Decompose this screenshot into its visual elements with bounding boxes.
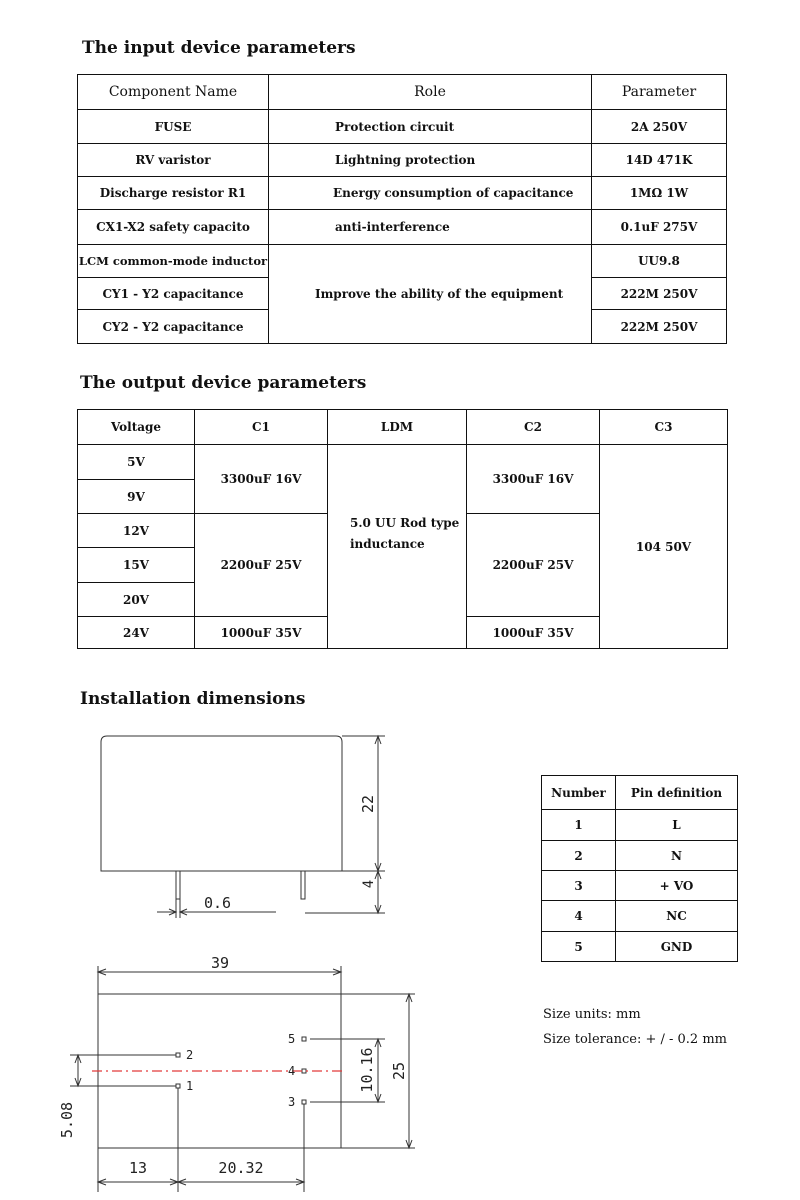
voltage-cell: 5V (78, 445, 195, 480)
component-parameter: UU9.8 (592, 245, 727, 278)
pin-marker-3 (302, 1100, 306, 1104)
side-view-body (101, 736, 342, 871)
pin-definition-table (541, 775, 738, 962)
table-row (542, 932, 738, 962)
table-row (542, 810, 738, 841)
pin-definition: NC (616, 901, 738, 932)
component-parameter: 0.1uF 275V (592, 210, 727, 245)
size-units-note: Size units: mm (543, 1007, 641, 1022)
component-name: Discharge resistor R1 (78, 177, 269, 210)
size-tolerance-note: Size tolerance: + / - 0.2 mm (543, 1032, 727, 1047)
pin-marker-1 (176, 1084, 180, 1088)
component-role: Lightning protection (269, 144, 592, 177)
pin-label-3: 3 (288, 1095, 296, 1109)
col-header-pin-definition: Pin definition (616, 776, 738, 810)
install-section-title: Installation dimensions (80, 689, 306, 709)
component-parameter: 2A 250V (592, 110, 727, 144)
component-name: CY2 - Y2 capacitance (78, 310, 269, 344)
side-view (101, 736, 385, 918)
dim-label-offset: 5.08 (58, 1101, 76, 1139)
component-parameter: 222M 250V (592, 278, 727, 310)
ldm-line-2: inductance (350, 537, 425, 551)
output-section-title: The output device parameters (80, 373, 367, 393)
component-name: CY1 - Y2 capacitance (78, 278, 269, 310)
pin-definition: GND (616, 932, 738, 962)
voltage-cell: 12V (78, 514, 195, 548)
pin-marker-2 (176, 1053, 180, 1057)
table-row (542, 901, 738, 932)
pin-label-2: 2 (186, 1048, 194, 1062)
col-header-parameter: Parameter (592, 75, 727, 110)
c2-cell: 1000uF 35V (467, 617, 600, 649)
col-header-ldm: LDM (328, 410, 467, 445)
c1-cell: 3300uF 16V (195, 445, 328, 514)
dim-label-left: 13 (128, 1159, 148, 1177)
c3-cell: 104 50V (600, 445, 728, 649)
pin-number: 3 (542, 871, 616, 901)
pin-label-4: 4 (288, 1064, 296, 1078)
col-header-c3: C3 (600, 410, 728, 445)
dim-label-pin-width: 0.6 (204, 894, 232, 912)
component-role: Improve the ability of the equipment (269, 245, 592, 344)
table-row (542, 871, 738, 901)
pin-marker-5 (302, 1037, 306, 1041)
col-header-component: Component Name (78, 75, 269, 110)
table-row (542, 841, 738, 871)
dim-label-span: 20.32 (218, 1159, 264, 1177)
pin-label-5: 5 (288, 1032, 296, 1046)
col-header-voltage: Voltage (78, 410, 195, 445)
pin-definition: L (616, 810, 738, 841)
voltage-cell: 9V (78, 480, 195, 514)
component-name: RV varistor (78, 144, 269, 177)
c1-cell: 1000uF 35V (195, 617, 328, 649)
component-parameter: 222M 250V (592, 310, 727, 344)
pin-number: 4 (542, 901, 616, 932)
component-name: LCM common-mode inductor (78, 245, 269, 278)
c2-cell: 3300uF 16V (467, 445, 600, 514)
pin-definition: + VO (616, 871, 738, 901)
pin-marker-4 (302, 1069, 306, 1073)
pin-left (176, 871, 180, 899)
dim-label-height: 22 (359, 794, 377, 814)
c2-cell: 2200uF 25V (467, 514, 600, 617)
voltage-cell: 24V (78, 617, 195, 649)
ldm-line-1: 5.0 UU Rod type (350, 516, 460, 530)
col-header-number: Number (542, 776, 616, 810)
col-header-c1: C1 (195, 410, 328, 445)
col-header-c2: C2 (467, 410, 600, 445)
c1-cell: 2200uF 25V (195, 514, 328, 617)
pin-number: 5 (542, 932, 616, 962)
pin-number: 2 (542, 841, 616, 871)
pin-number: 1 (542, 810, 616, 841)
dim-label-top-height: 25 (390, 1061, 408, 1081)
component-role: anti-interference (269, 210, 592, 245)
dim-label-width: 39 (210, 954, 230, 972)
dim-label-pitch: 10.16 (358, 1047, 376, 1093)
dim-label-pin-length: 4 (361, 879, 377, 889)
component-role: Energy consumption of capacitance (269, 177, 592, 210)
col-header-role: Role (269, 75, 592, 110)
voltage-cell: 15V (78, 548, 195, 583)
component-parameter: 1MΩ 1W (592, 177, 727, 210)
component-parameter: 14D 471K (592, 144, 727, 177)
component-name: CX1-X2 safety capacito (78, 210, 269, 245)
input-section-title: The input device parameters (82, 38, 356, 58)
pin-label-1: 1 (186, 1079, 194, 1093)
pin-definition: N (616, 841, 738, 871)
pin-right (301, 871, 305, 899)
component-name: FUSE (78, 110, 269, 144)
voltage-cell: 20V (78, 583, 195, 617)
component-role: Protection circuit (269, 110, 592, 144)
